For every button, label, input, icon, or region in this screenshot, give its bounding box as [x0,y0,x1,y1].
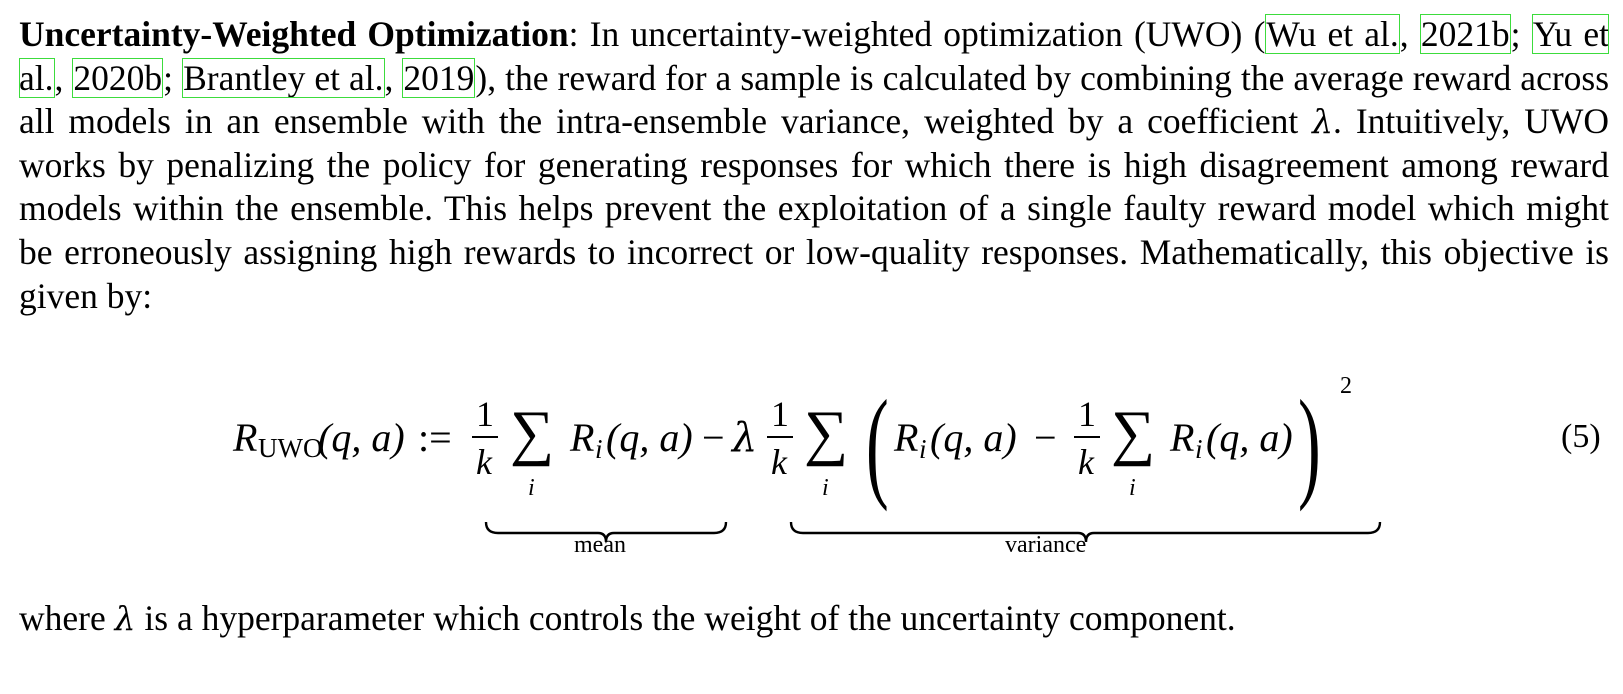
citation-wu-et-al[interactable]: Wu et al. [1266,14,1399,54]
body-text-b: ), the reward for a sample is calculated by combining the average reward across all models in an ensemble with the intra-ensemble variance, weighted by a coefficient [19,57,1610,142]
eq-big-lparen: ( [866,375,889,512]
eq-Ri-args-3: (q, a) [1206,415,1293,460]
eq-frac1-denominator: k [476,442,492,482]
eq-subscript-uwo: UWO [258,433,323,463]
eq-power-2: 2 [1340,373,1352,399]
eq-frac2-line [767,436,793,438]
section-heading: Uncertainty-Weighted Optimization [19,14,569,54]
eq-Ri-symbol-1: R [570,415,595,460]
eq-R-symbol: R [233,415,258,460]
eq-minus-1: − [702,415,725,460]
citation-separator: ; [163,57,183,98]
eq-frac3-denominator: k [1078,442,1094,482]
eq-sum3: ∑ [1111,399,1156,467]
eq-sum2: ∑ [804,399,849,467]
paragraph-uwo-intro [19,13,1609,318]
eq-Ri-args-1: (q, a) [606,415,693,460]
eq-Ri-subscript-3: i [1195,434,1203,464]
eq-frac2-denominator: k [771,442,787,482]
eq-Ri-symbol-3: R [1170,415,1195,460]
citation-yu-et-al[interactable]: Yu et al. [19,14,1610,98]
eq-frac3-numerator: 1 [1078,394,1096,434]
body-text-hyperparameter: is a hyperparameter which controls the weight of the uncertainty component. [135,598,1236,638]
equation-number: (5) [1561,418,1601,455]
eq-sum1-index: i [528,475,535,501]
equation-uwo [0,360,1623,570]
brace-label-variance: variance [1005,532,1087,558]
eq-minus-2: − [1034,415,1057,460]
body-text-c: . Intuitively, UWO works by penalizing the policy for generating responses for which there is high disagreement among reward models within the ensemble. This helps prevent the exploitation of a single faulty reward model which might be erroneously assigning high rewards to incorrect or low-quality responses. Mathematically, this objective is given by: [19,101,1609,316]
body-text-where: where [19,598,115,638]
citation-separator: , [54,57,73,98]
eq-frac1-line [472,436,498,438]
citation-separator: ; [1510,14,1532,54]
citation-separator: , [384,57,403,98]
eq-frac1-numerator: 1 [476,394,494,434]
eq-sum2-index: i [822,475,829,501]
eq-lambda: λ [732,415,758,461]
citation-2021b[interactable]: 2021b [1420,14,1510,54]
eq-Ri-symbol-2: R [894,415,919,460]
body-text-a: In uncertainty-weighted optimization (UWO) ( [578,14,1266,54]
eq-assign: := [418,415,452,460]
eq-Ri-subscript-2: i [919,434,927,464]
brace-label-mean: mean [574,532,626,558]
citation-separator: , [1399,14,1420,54]
paragraph-lambda-explanation [19,597,1609,641]
eq-frac3-line [1074,436,1100,438]
eq-frac2-numerator: 1 [771,394,789,434]
heading-colon: : [568,14,579,54]
lambda-symbol: λ [114,599,136,638]
eq-sum3-index: i [1129,475,1136,501]
eq-Ri-args-2: (q, a) [930,415,1017,460]
lambda-symbol: λ [1312,102,1334,142]
eq-big-rparen: ) [1298,375,1321,512]
eq-sum1: ∑ [510,399,555,467]
citation-2019[interactable]: 2019 [403,57,475,98]
citation-brantley-et-al[interactable]: Brantley et al. [183,57,384,98]
eq-args-qa: (q, a) [318,415,405,460]
eq-Ri-subscript-1: i [595,434,603,464]
citation-2020b[interactable]: 2020b [73,57,163,98]
